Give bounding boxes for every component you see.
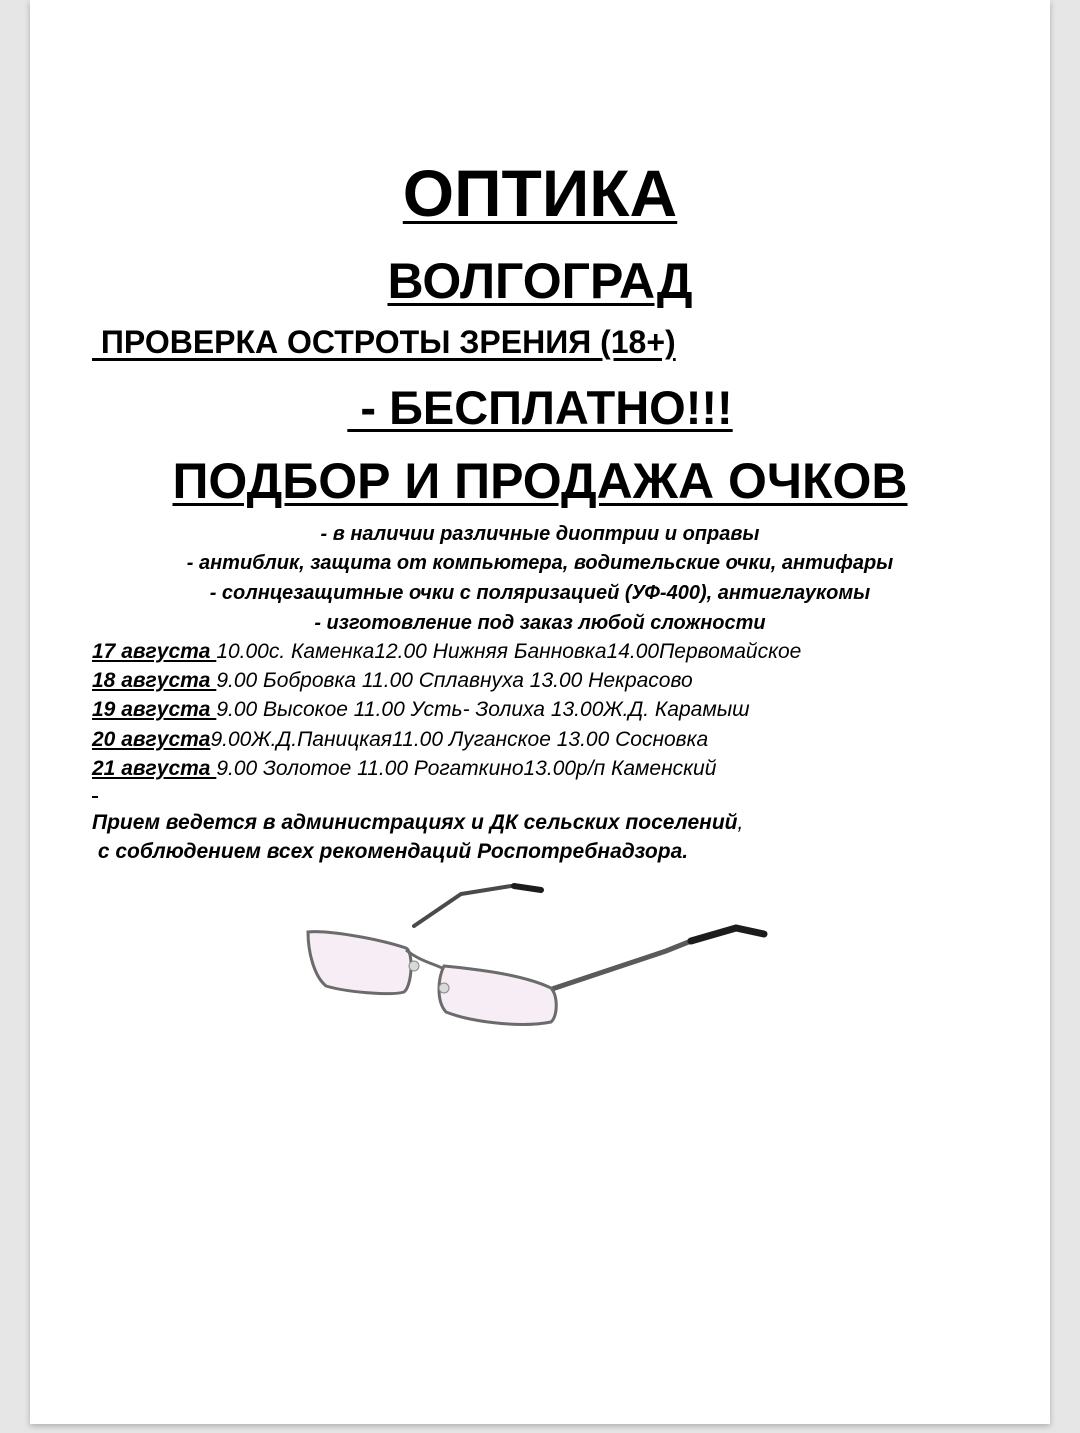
feature-line: - солнцезащитные очки с поляризацией (УФ-400), антиглаукомы	[209, 582, 871, 604]
schedule-row: 18 августа 9.00 Бобровка 11.00 Сплавнуха 13.00 Некрасово	[92, 669, 693, 692]
eyeglasses-image	[296, 866, 776, 1036]
feature-line: - в наличии различные диоптрии и оправы	[320, 523, 760, 545]
reception-note: Прием ведется в администрациях и ДК сельских поселений,	[92, 811, 744, 834]
reception-note-2: с соблюдением всех рекомендаций Роспотребнадзора.	[92, 840, 689, 863]
feature-line: - изготовление под заказ любой сложности	[314, 612, 766, 634]
schedule-row: 20 августа9.00Ж.Д.Паницкая11.00 Луганское 13.00 Сосновка	[92, 728, 709, 751]
schedule-row: 17 августа 10.00с. Каменка12.00 Нижняя Банновка14.00Первомайское	[92, 640, 802, 663]
schedule-row: 19 августа 9.00 Высокое 11.00 Усть- Золиха 13.00Ж.Д. Карамыш	[92, 698, 750, 721]
service-heading: ПОДБОР И ПРОДАЖА ОЧКОВ	[172, 453, 908, 509]
vision-check-heading: ПРОВЕРКА ОСТРОТЫ ЗРЕНИЯ (18+)	[92, 324, 676, 360]
city: ВОЛГОГРАД	[387, 253, 693, 309]
free-heading: - БЕСПЛАТНО!!!	[347, 381, 733, 434]
divider-mark	[92, 796, 98, 798]
title: ОПТИКА	[402, 156, 678, 230]
schedule-row: 21 августа 9.00 Золотое 11.00 Рогаткино13.00р/п Каменский	[92, 757, 717, 780]
feature-line: - антиблик, защита от компьютера, водительские очки, антифары	[186, 552, 894, 574]
